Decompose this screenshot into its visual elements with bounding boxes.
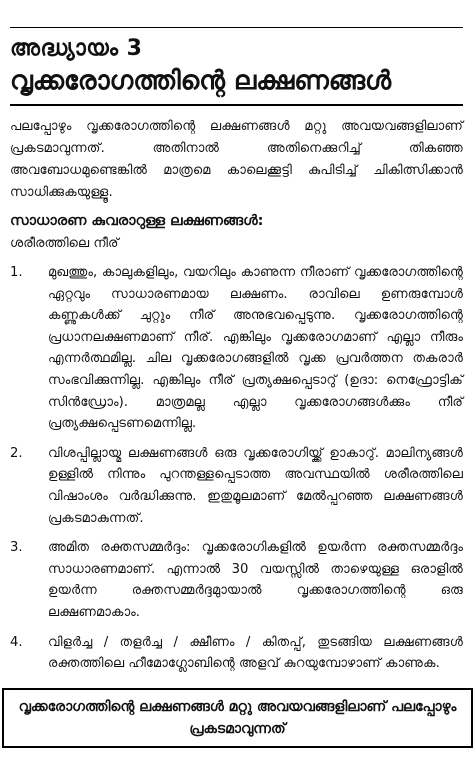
section-heading: സാധാരണ കുവരാറുള്ള ലക്ഷണങ്ങൾ: xyxy=(10,213,264,229)
symptom-number: 4. xyxy=(10,634,23,650)
title-rule xyxy=(10,104,463,106)
symptom-item xyxy=(10,537,463,623)
symptom-text: വിശപ്പില്ലായ്മ ലക്ഷണങ്ങൾ ഒരു വൃക്കരോഗിയ്ക്ക് ഉാകാറു്. മാലിന്യങ്ങൾ ഉള്ളിൽ നിന്നും പുറന്തള്ളപ്പെടാത്ത അവസ്ഥയിൽ ശരീരത്തിലെ വിഷാംശം വർദ്ധിക്കുന്നു. ഇതുമൂലമാണ് മേൽപ്പറഞ്ഞ ലക്ഷണങ്ങൾ പ്രകടമാകുന്നത്. xyxy=(48,445,463,526)
top-rule xyxy=(10,27,463,28)
symptom-number: 1. xyxy=(10,265,23,280)
symptom-number: 3. xyxy=(10,540,23,556)
symptom-list xyxy=(10,262,463,683)
symptom-text: മുഖത്തും, കാലുകളിലും, വയറിലും കാണുന്ന നീരാണ് വൃക്കരോഗത്തിന്റെ ഏറ്റവും സാധാരണമായ ലക്ഷണം. രാവിലെ ഉണരുമ്പോൾ കണ്ണുകൾക്ക് ചുറ്റും നീര് അനുഭവപ്പെടുന്നു. വൃക്കരോഗത്തിന്റെ പ്രധാനലക്ഷണമാണ് നീര്. എങ്കിലും വൃക്കരോഗമാണ് എല്ലാ നീരും എന്നർത്ഥമില്ല. ചില വൃക്കരോഗങ്ങളിൽ വൃക്ക പ്രവർത്തന തകരാർ സംഭവിക്കുന്നില്ല. എങ്കിലും നീര് പ്രത്യക്ഷപ്പെടാറു് (ഉദാ: നെഫ്രോട്ടിക് സിൻഡ്രോം). മാത്രമല്ല എല്ലാ വൃക്കരോഗങ്ങൾക്കും നീര് പ്രത്യക്ഷപ്പെടണമെന്നില്ല. xyxy=(48,265,463,432)
symptom-number: 2. xyxy=(10,445,23,461)
symptom-item xyxy=(10,632,463,675)
section-subtitle: ശരീരത്തിലെ നീര് xyxy=(10,236,119,251)
chapter-title: വൃക്കരോഗത്തിന്റെ ലക്ഷണങ്ങൾ xyxy=(10,66,392,96)
chapter-label: അദ്ധ്യായം 3 xyxy=(10,36,143,61)
symptom-item xyxy=(10,262,463,435)
callout-text: വൃക്കരോഗത്തിന്റെ ലക്ഷണങ്ങൾ മറ്റു അവയവങ്ങളിലാണ് പലപ്പോഴും പ്രകടമാവുന്നത് xyxy=(18,699,457,737)
intro-paragraph: പലപ്പോഴും വൃക്കരോഗത്തിന്റെ ലക്ഷണങ്ങൾ മറ്റു അവയവങ്ങളിലാണ് പ്രകടമാവുന്നത്. അതിനാൽ അതിനെക്കുറിച്ച് തികഞ്ഞ അവബോധമുണ്ടെങ്കിൽ മാത്രമെ കാലെക്കൂട്ടി കുപിടിച്ച് ചികിത്സിക്കാൻ സാധിക്കുകയുള്ളൂ. xyxy=(10,119,463,200)
symptom-item xyxy=(10,443,463,529)
symptom-text: അമിത രക്തസമ്മർദ്ദം: വൃക്കരോഗികളിൽ ഉയർന്ന രക്തസമ്മർദ്ദം സാധാരണമാണ്. എന്നാൽ 30 വയസ്സിൽ താഴെയുള്ള ഒരാളിൽ ഉയർന്ന രക്തസമ്മർദ്ദമുായാൽ വൃക്കരോഗത്തിന്റെ ഒരു ലക്ഷണമാകാം. xyxy=(48,540,463,620)
callout-box xyxy=(2,688,473,748)
symptom-text: വിളർച്ച / തളർച്ച / ക്ഷീണം / കിതപ്പ്, തുടങ്ങിയ ലക്ഷണങ്ങൾ രക്തത്തിലെ ഹീമോഗ്ലോബിന്റെ അളവ് കുറയുമ്പോഴാണ് കാണുക. xyxy=(48,634,463,672)
